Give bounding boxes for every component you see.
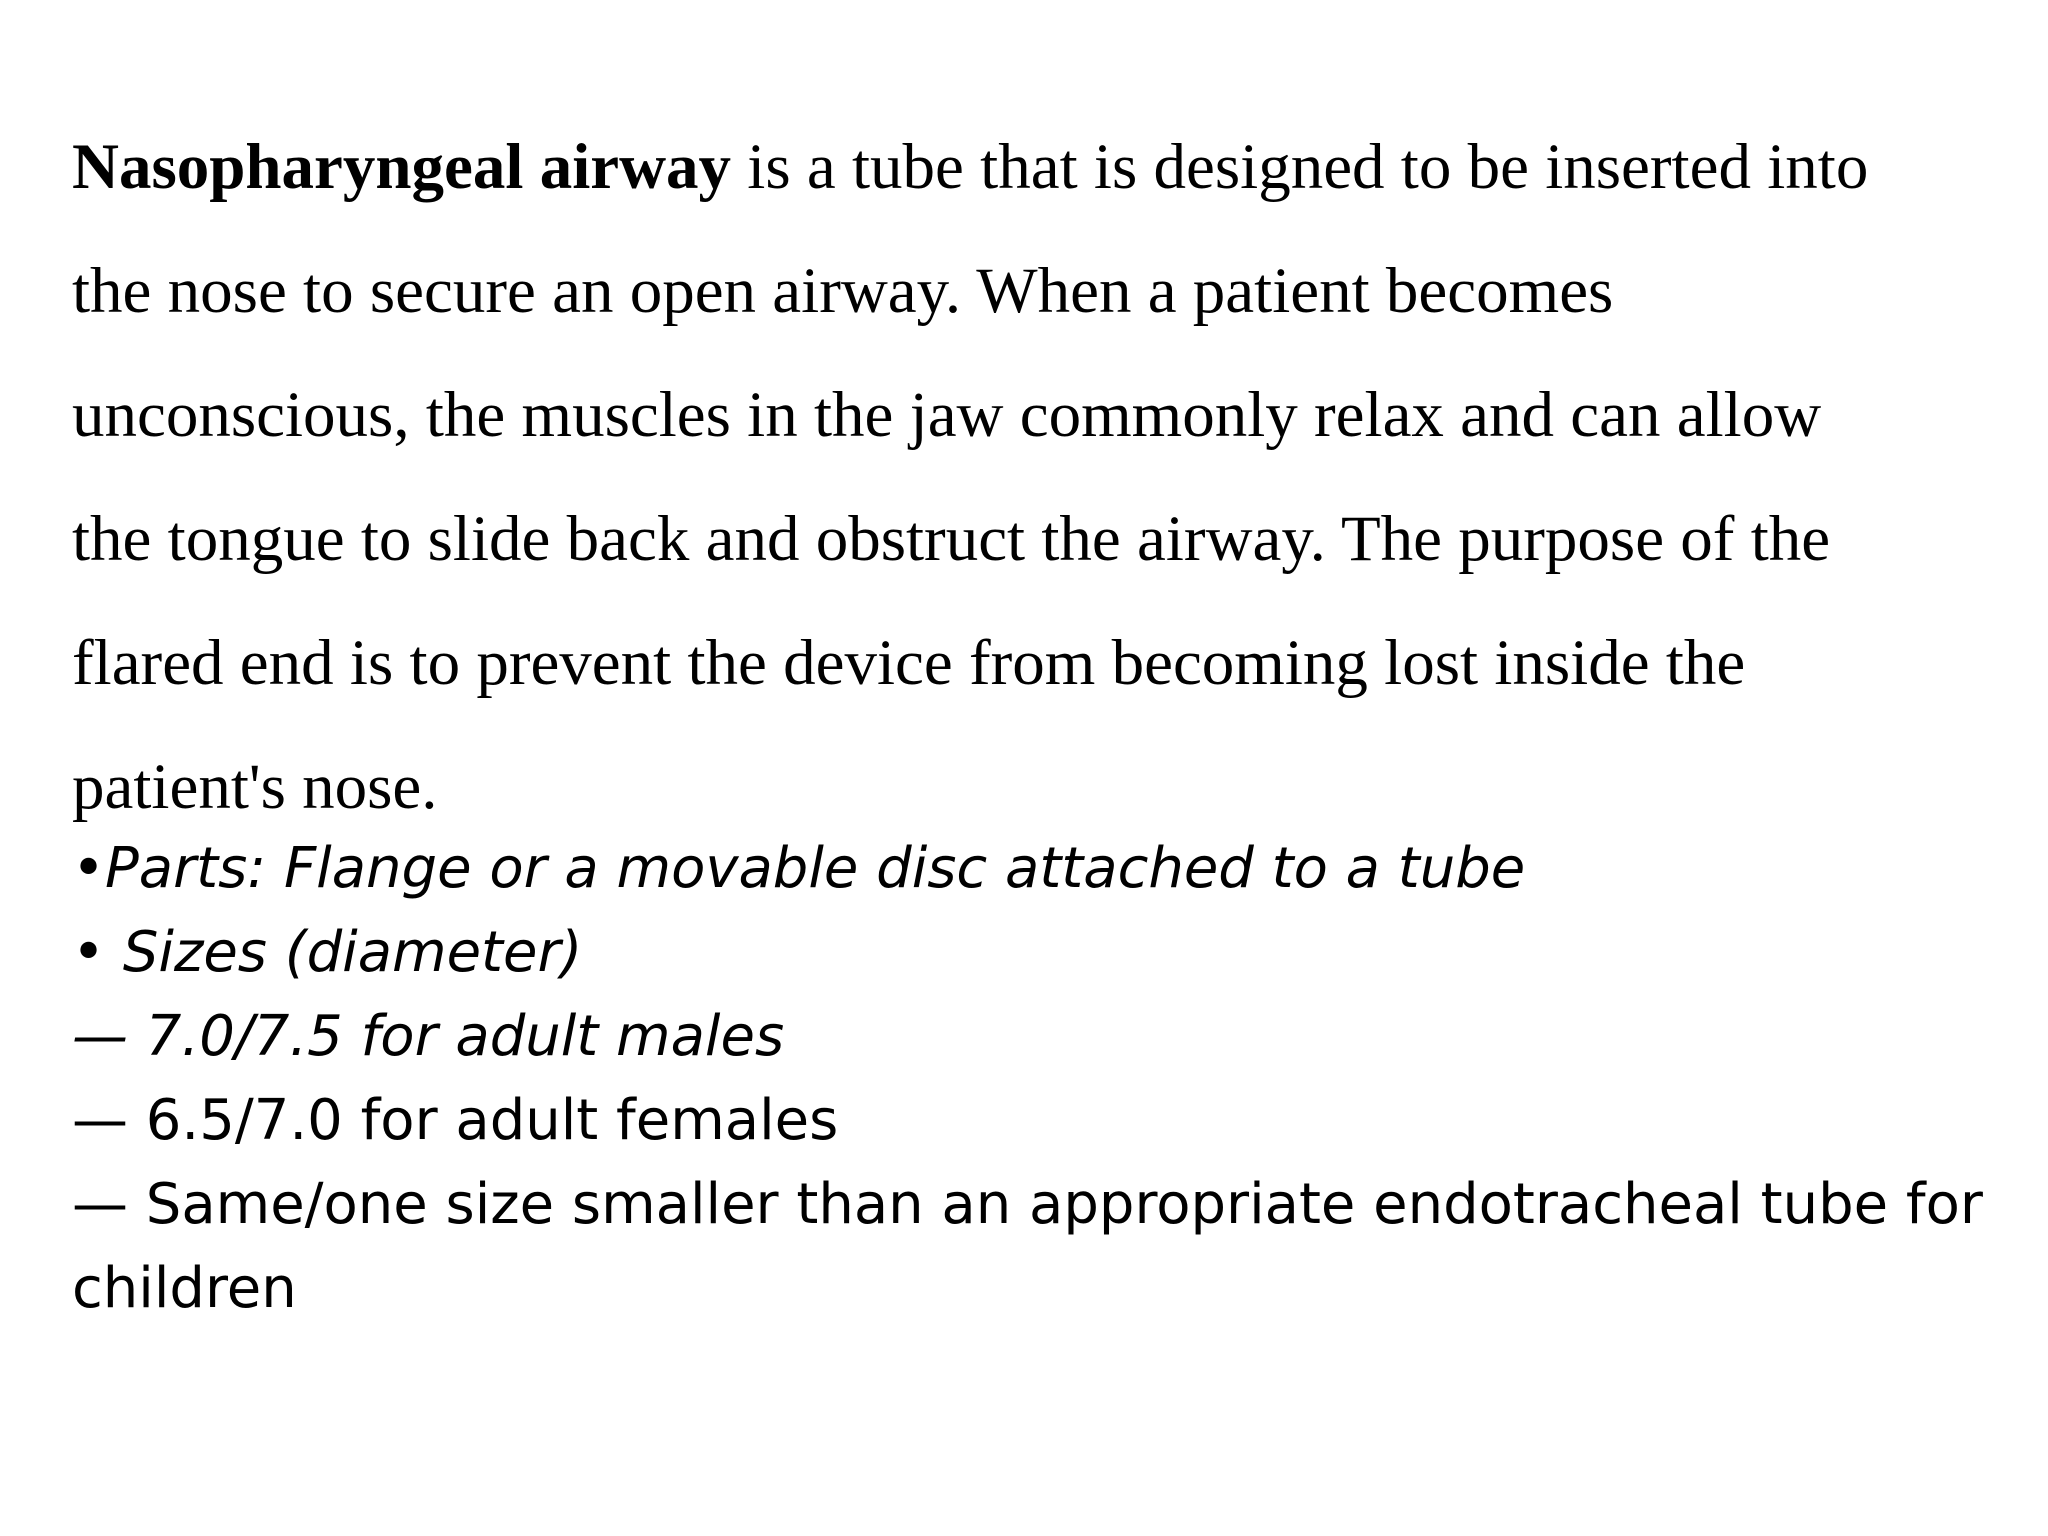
bullet-list	[72, 827, 2032, 1331]
intro-line-6: patient's nose.	[72, 751, 438, 823]
intro-paragraph	[72, 105, 2012, 849]
intro-line-1-text: is a tube that is designed to be inserted into	[731, 131, 1869, 203]
intro-line-5: flared end is to prevent the device from becoming lost inside the	[72, 627, 1746, 699]
size-adult-females: — 6.5/7.0 for adult females	[72, 1088, 839, 1153]
intro-line-3: unconscious, the muscles in the jaw commonly relax and can allow	[72, 379, 1822, 451]
size-adult-males: — 7.0/7.5 for adult males	[72, 1004, 785, 1069]
intro-line-2: the nose to secure an open airway. When a patient becomes	[72, 255, 1614, 327]
size-children-line-1: — Same/one size smaller than an appropriate endotracheal tube for	[72, 1172, 1983, 1237]
bullet-parts: •Parts: Flange or a movable disc attached to a tube	[72, 836, 1526, 901]
intro-line-1	[72, 105, 2012, 229]
intro-term: Nasopharyngeal airway	[72, 131, 732, 203]
size-children-line-2: children	[72, 1256, 297, 1321]
bullet-sizes: • Sizes (diameter)	[72, 920, 583, 985]
intro-line-4: the tongue to slide back and obstruct the airway. The purpose of the	[72, 503, 1831, 575]
